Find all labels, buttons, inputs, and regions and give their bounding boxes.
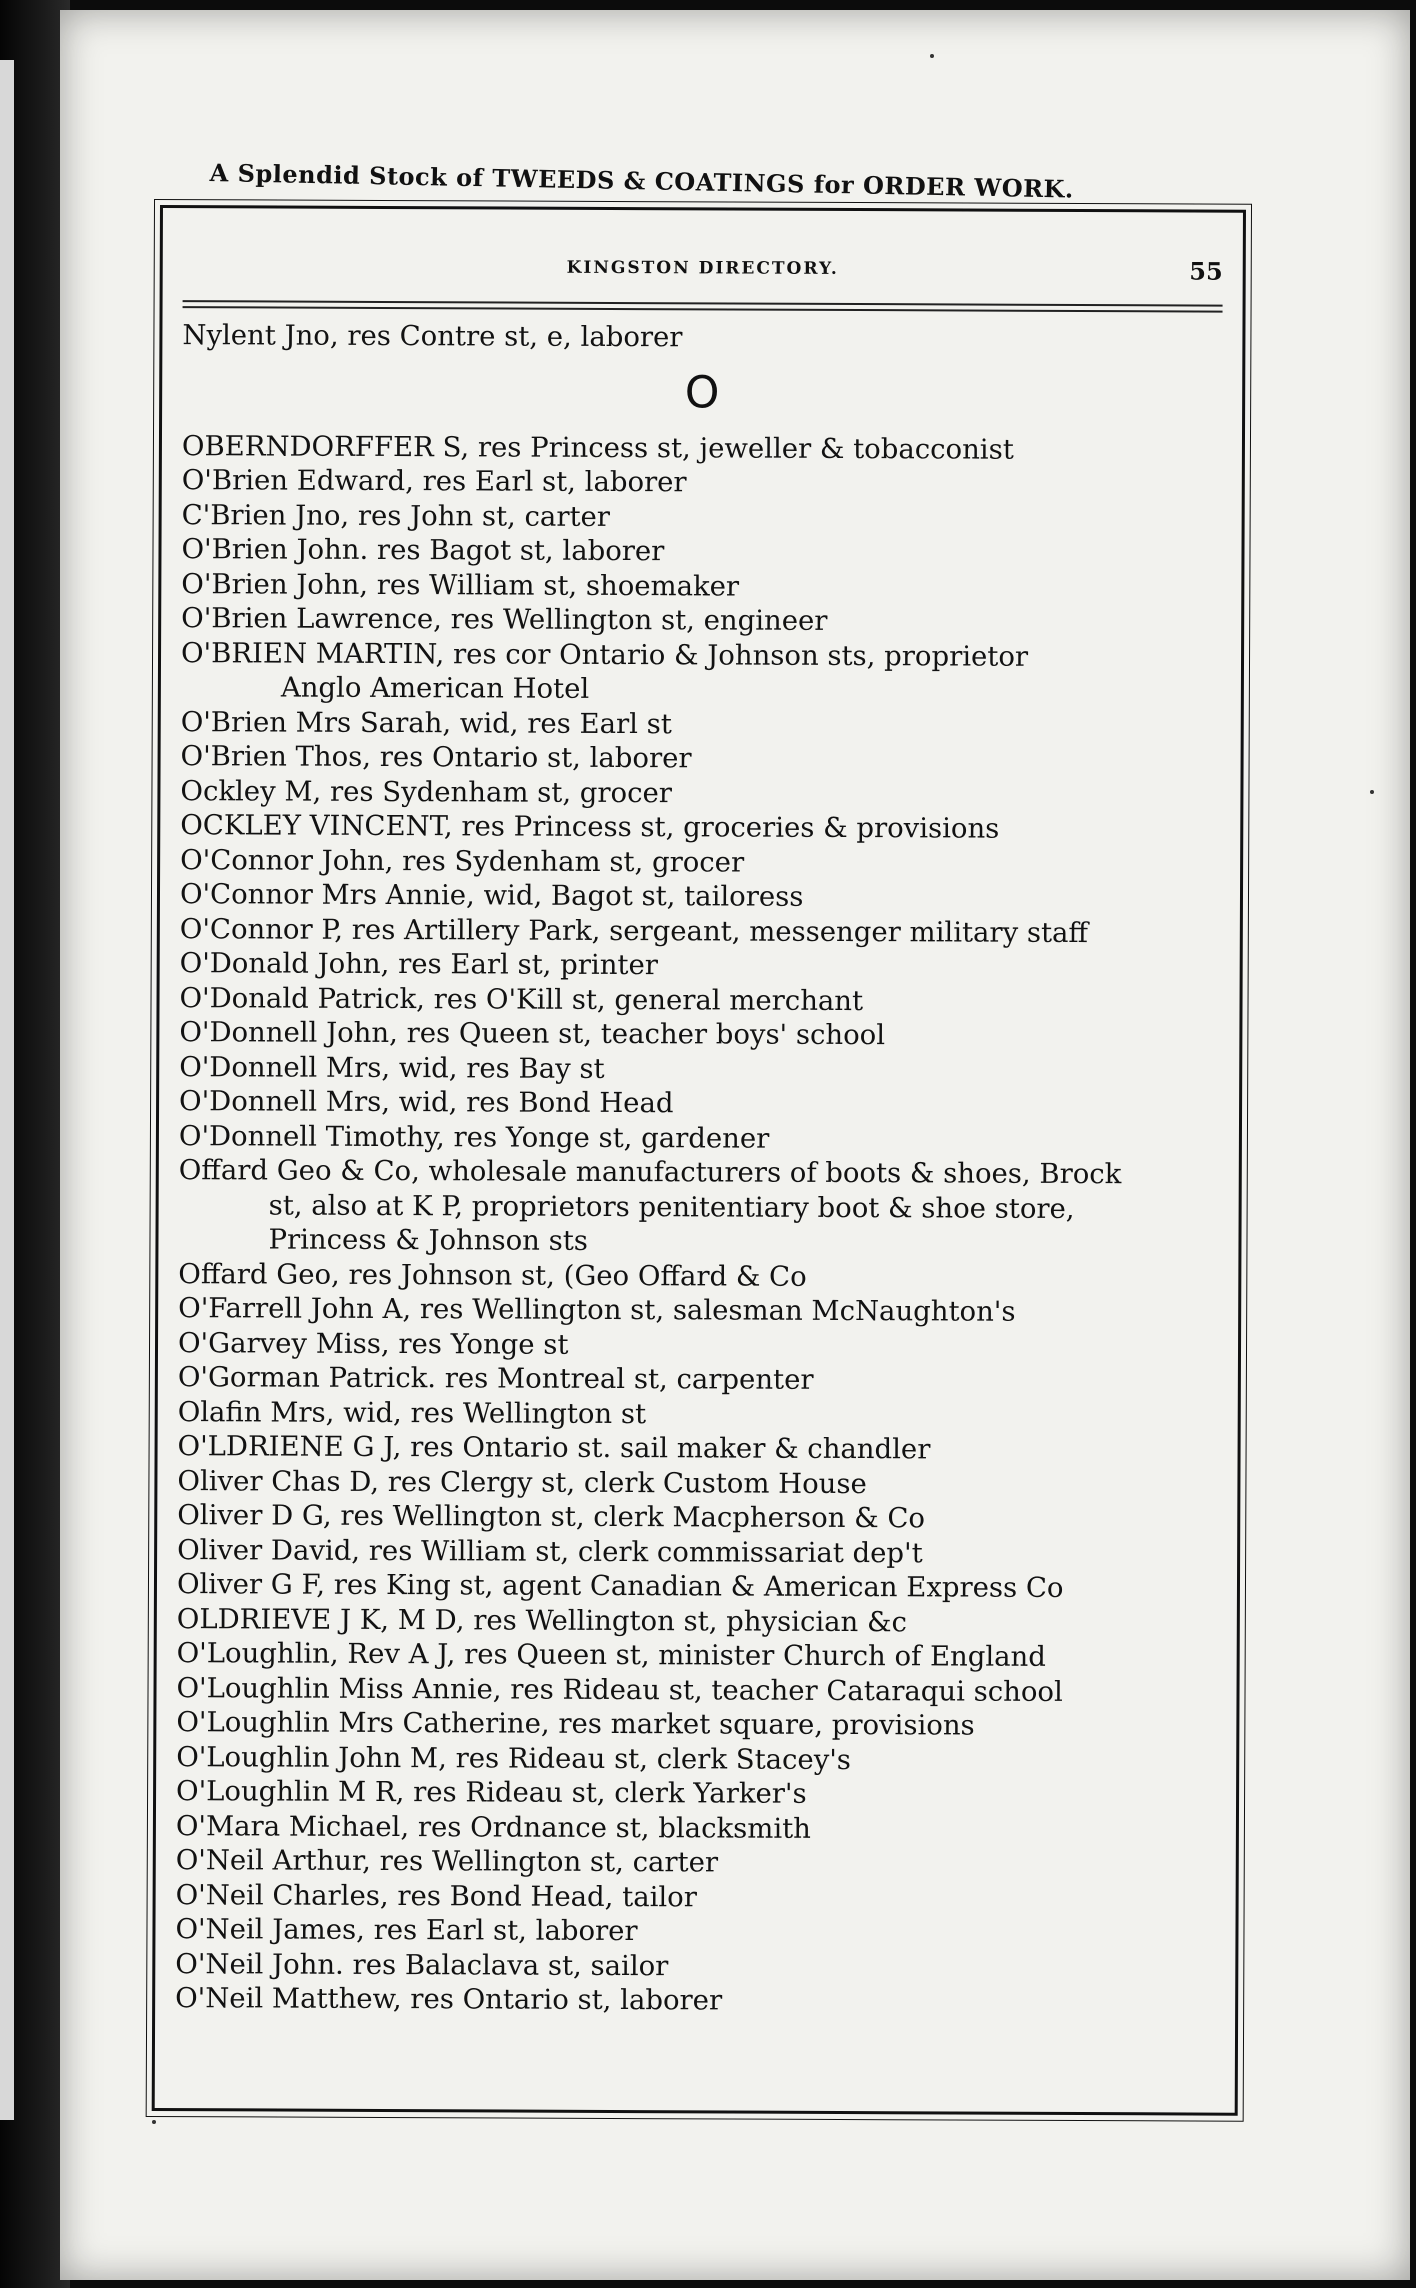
directory-entry-continuation: st, also at K P, proprietors penitentiary boot & shoe store, <box>268 1188 1075 1225</box>
directory-entry: Oliver David, res William st, clerk commissariat dep't <box>177 1533 923 1569</box>
directory-entry: O'Neil Charles, res Bond Head, tailor <box>175 1878 698 1913</box>
directory-entry: O'Mara Michael, res Ordnance st, blacksmith <box>175 1809 812 1845</box>
directory-entry: O'LDRIENE G J, res Ontario st. sail maker & chandler <box>177 1430 931 1466</box>
directory-entry: O'Loughlin Mrs Catherine, res market square, provisions <box>176 1706 975 1742</box>
directory-entry: O'Connor Mrs Annie, wid, Bagot st, tailoress <box>179 878 804 913</box>
directory-entry: O'Loughlin Miss Annie, res Rideau st, teacher Cataraqui school <box>176 1671 1063 1708</box>
ink-speck <box>152 2120 156 2124</box>
directory-entry: O'Loughlin M R, res Rideau st, clerk Yarker's <box>176 1775 807 1810</box>
directory-title: KINGSTON DIRECTORY. <box>566 257 839 279</box>
directory-entry: O'Brien Lawrence, res Wellington st, engineer <box>181 602 828 637</box>
directory-entry: O'Connor P, res Artillery Park, sergeant, messenger military staff <box>179 912 1089 949</box>
previous-page-edge <box>0 60 14 2120</box>
directory-entries <box>175 318 1222 2020</box>
directory-entry: O'Donald John, res Earl st, printer <box>179 947 659 982</box>
directory-entry: OCKLEY VINCENT, res Princess st, groceries & provisions <box>180 809 1000 845</box>
directory-entry: O'Loughlin, Rev A J, res Queen st, minister Church of England <box>176 1637 1046 1673</box>
directory-entry: O'Brien Thos, res Ontario st, laborer <box>180 740 692 775</box>
directory-entry: O'Donnell Mrs, wid, res Bay st <box>179 1050 605 1085</box>
directory-entry: O'Connor John, res Sydenham st, grocer <box>180 843 745 879</box>
directory-entry: Oliver Chas D, res Clergy st, clerk Custom House <box>177 1464 867 1500</box>
directory-entry: C'Brien Jno, res John st, carter <box>181 498 611 533</box>
section-letter: O <box>684 366 720 418</box>
running-header <box>163 248 1243 303</box>
directory-entry: Oliver G F, res King st, agent Canadian & American Express Co <box>176 1568 1064 1604</box>
directory-entry: O'Brien John, res William st, shoemaker <box>181 567 740 603</box>
directory-entry: O'Neil Matthew, res Ontario st, laborer <box>175 1982 723 2017</box>
page-number: 55 <box>1189 256 1223 286</box>
directory-entry: OBERNDORFFER S, res Princess st, jeweller & tobacconist <box>181 429 1014 466</box>
directory-entry: Nylent Jno, res Contre st, e, laborer <box>182 319 683 354</box>
directory-entry: O'Neil John. res Balaclava st, sailor <box>175 1947 669 1982</box>
directory-entry: O'Brien Mrs Sarah, wid, res Earl st <box>180 705 672 740</box>
directory-entry: O'Farrell John A, res Wellington st, salesman McNaughton's <box>178 1292 1016 1328</box>
header-rule-bottom <box>183 306 1223 313</box>
directory-entry: O'Brien Edward, res Earl st, laborer <box>181 464 687 499</box>
directory-page <box>60 10 1410 2280</box>
directory-entry: O'Neil Arthur, res Wellington st, carter <box>175 1844 719 1879</box>
ink-speck <box>1370 790 1374 794</box>
directory-entry: OLDRIEVE J K, M D, res Wellington st, physician &c <box>176 1602 907 1638</box>
directory-entry: O'Garvey Miss, res Yonge st <box>177 1326 569 1361</box>
directory-entry: Oliver D G, res Wellington st, clerk Macpherson & Co <box>177 1499 926 1535</box>
directory-entry: O'Donald Patrick, res O'Kill st, general merchant <box>179 981 864 1017</box>
page-frame <box>152 205 1246 2116</box>
directory-entry: O'Brien John. res Bagot st, laborer <box>181 533 665 568</box>
directory-entry: O'Donnell John, res Queen st, teacher boys' school <box>179 1016 886 1052</box>
directory-entry: O'BRIEN MARTIN, res cor Ontario & Johnson sts, proprietor <box>180 636 1029 673</box>
directory-entry: Offard Geo, res Johnson st, (Geo Offard & Co <box>178 1257 807 1293</box>
directory-entry: Olafin Mrs, wid, res Wellington st <box>177 1395 647 1430</box>
directory-entry: O'Donnell Mrs, wid, res Bond Head <box>179 1085 674 1120</box>
directory-entry-continuation: Anglo American Hotel <box>280 671 590 705</box>
directory-entry: Ockley M, res Sydenham st, grocer <box>180 774 673 809</box>
advertisement-banner: A Splendid Stock of TWEEDS & COATINGS for ORDER WORK. <box>209 158 1075 204</box>
directory-entry: O'Donnell Timothy, res Yonge st, gardener <box>178 1119 770 1155</box>
ink-speck <box>930 54 934 58</box>
directory-entry: Offard Geo & Co, wholesale manufacturers of boots & shoes, Brock <box>178 1154 1122 1191</box>
directory-entry: O'Gorman Patrick. res Montreal st, carpenter <box>177 1361 814 1396</box>
directory-entry-continuation: Princess & Johnson sts <box>268 1223 588 1257</box>
directory-entry: O'Neil James, res Earl st, laborer <box>175 1913 638 1948</box>
directory-entry: O'Loughlin John M, res Rideau st, clerk Stacey's <box>176 1740 852 1776</box>
